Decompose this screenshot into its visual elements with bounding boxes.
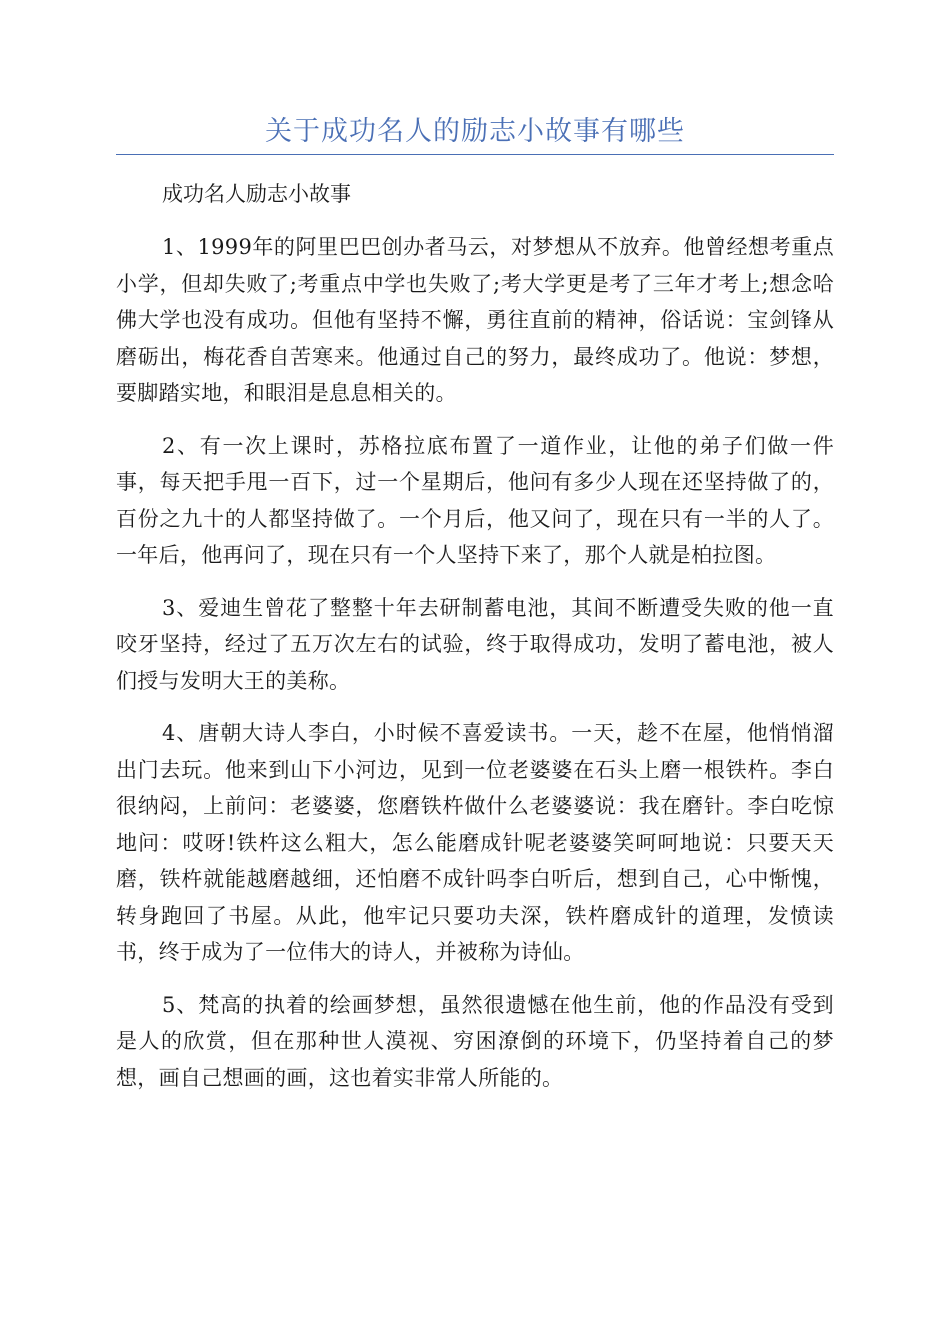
story-paragraph-4: 4、唐朝大诗人李白，小时候不喜爱读书。一天，趁不在屋，他悄悄溜出门去玩。他来到山下小河边，见到一位老婆婆在石头上磨一根铁杵。李白很纳闷，上前问：老婆婆，您磨铁杵做什么老婆婆说：我在磨针。李白吃惊地问：哎呀!铁杵这么粗大，怎么能磨成针呢老婆婆笑呵呵地说：只要天天磨，铁杵就能越磨越细，还怕磨不成针吗李白听后，想到自己，心中惭愧，转身跑回了书屋。从此，他牢记只要功夫深，铁杵磨成针的道理，发愤读书，终于成为了一位伟大的诗人，并被称为诗仙。 — [116, 721, 834, 964]
story-paragraph-5: 5、梵高的执着的绘画梦想，虽然很遗憾在他生前，他的作品没有受到是人的欣赏，但在那种世人漠视、穷困潦倒的环境下，仍坚持着自己的梦想，画自己想画的画，这也着实非常人所能的。 — [116, 992, 834, 1090]
section-heading: 成功名人励志小故事 — [162, 182, 351, 206]
document-title: 关于成功名人的励志小故事有哪些 — [265, 116, 685, 147]
story-paragraph-1: 1、1999年的阿里巴巴创办者马云，对梦想从不放弃。他曾经想考重点小学，但却失败了;考重点中学也失败了;考大学更是考了三年才考上;想念哈佛大学也没有成功。但他有坚持不懈，勇往直前的精神，俗话说：宝剑锋从磨砺出，梅花香自苦寒来。他通过自己的努力，最终成功了。他说：梦想，要脚踏实地，和眼泪是息息相关的。 — [116, 235, 834, 405]
story-paragraph-2: 2、有一次上课时，苏格拉底布置了一道作业，让他的弟子们做一件事，每天把手甩一百下，过一个星期后，他问有多少人现在还坚持做了的，百份之九十的人都坚持做了。一个月后，他又问了，现在只有一半的人了。一年后，他再问了，现在只有一个人坚持下来了，那个人就是柏拉图。 — [116, 433, 834, 567]
title-underline — [116, 154, 834, 155]
document-body — [116, 176, 834, 1112]
story-paragraph-3: 3、爱迪生曾花了整整十年去研制蓄电池，其间不断遭受失败的他一直咬牙坚持，经过了五万次左右的试验，终于取得成功，发明了蓄电池，被人们授与发明大王的美称。 — [116, 595, 834, 693]
